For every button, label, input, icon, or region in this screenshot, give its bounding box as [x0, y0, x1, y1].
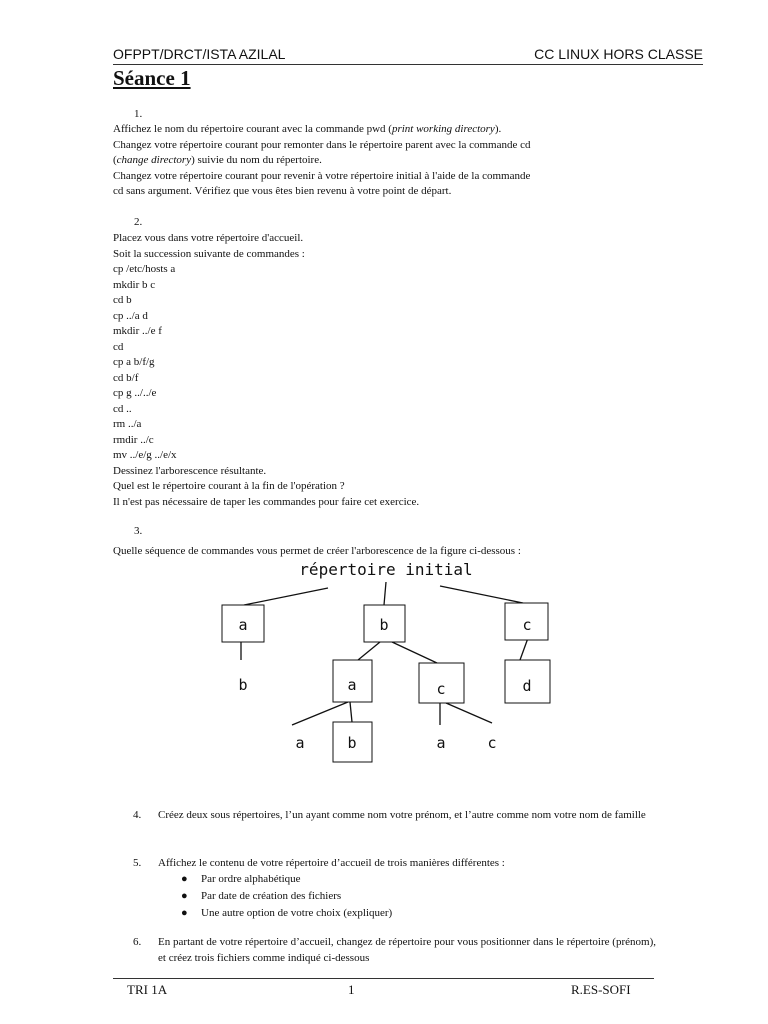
- edge-c-d: [520, 638, 528, 660]
- q2-line: Quel est le répertoire courant à la fin de l'opération ?: [113, 480, 345, 492]
- q2-command: rm ../a: [113, 418, 142, 430]
- q2-command: cp /etc/hosts a: [113, 263, 176, 275]
- q2-command: cp ../a d: [113, 309, 148, 322]
- tree-node-ba: a: [347, 676, 357, 694]
- q2-line: Soit la succession suivante de commandes :: [113, 247, 305, 260]
- q4-text: Créez deux sous répertoires, l’un ayant comme nom votre prénom, et l’autre comme nom votre nom de famille: [158, 809, 646, 821]
- q2-command: rmdir ../c: [113, 433, 154, 446]
- bullet-icon: ●: [181, 907, 188, 919]
- list-item: [181, 871, 392, 888]
- tree-node-c: c: [522, 616, 532, 634]
- list-item-text: Par ordre alphabétique: [201, 873, 301, 885]
- header-left: OFPPT/DRCT/ISTA AZILAL: [113, 46, 286, 62]
- q1-line1-a: Affichez le nom du répertoire courant avec la commande pwd (: [113, 123, 392, 135]
- tree-node-bc: c: [436, 680, 446, 698]
- list-item: [181, 905, 392, 922]
- q2-command: cp g ../../e: [113, 387, 157, 399]
- tree-leaf-ba-a: a: [295, 734, 305, 752]
- tree-edges: [241, 582, 528, 725]
- q1-line4: Changez votre répertoire courant pour revenir à votre répertoire initial à l'aide de la commande: [113, 169, 531, 182]
- q1-line3-b: change directory: [116, 154, 192, 166]
- q2-line: Placez vous dans votre répertoire d'accueil.: [113, 232, 304, 244]
- edge-root-b: [384, 582, 386, 605]
- edge-bc-c: [446, 703, 492, 723]
- q5-bullet-list: [181, 871, 392, 922]
- q2-command: cd: [113, 340, 124, 353]
- tree-leaf-bc-a: a: [436, 734, 446, 752]
- tree-node-bab: b: [347, 734, 357, 752]
- tree-leaf-bc-c: c: [487, 734, 497, 752]
- edge-ba-b: [350, 702, 352, 722]
- q2-command: mv ../e/g ../e/x: [113, 449, 177, 461]
- q2-line: Il n'est pas nécessaire de taper les commandes pour faire cet exercice.: [113, 495, 420, 508]
- edge-root-a: [244, 588, 328, 605]
- edge-root-c: [440, 586, 523, 603]
- q2-command: cd ..: [113, 402, 132, 415]
- q2-command: cd b: [113, 294, 132, 306]
- q5-text: Affichez le contenu de votre répertoire d’accueil de trois manières différentes :: [158, 857, 505, 869]
- list-item-text: Une autre option de votre choix (expliquer): [201, 907, 393, 919]
- q1-line3-a: (: [113, 154, 117, 166]
- q1-line1-c: ).: [494, 123, 502, 135]
- tree-node-b: b: [379, 616, 389, 634]
- q2-command: mkdir b c: [113, 278, 156, 291]
- edge-b-a: [358, 642, 380, 660]
- bullet-icon: ●: [181, 873, 188, 885]
- header-right: CC LINUX HORS CLASSE: [534, 46, 703, 62]
- page-number: 1: [348, 982, 355, 997]
- edge-b-c: [392, 642, 437, 663]
- list-item-text: Par date de création des fichiers: [201, 890, 342, 902]
- q1-number: 1.: [134, 108, 143, 120]
- q3-text: Quelle séquence de commandes vous permet de créer l'arborescence de la figure ci-dessous :: [113, 545, 521, 557]
- q2-line: Dessinez l'arborescence résultante.: [113, 464, 267, 477]
- q1-line3-c: ) suivie du nom du répertoire.: [191, 154, 322, 166]
- q3-number: 3.: [134, 525, 143, 537]
- q2-number: 2.: [134, 216, 143, 228]
- footer-divider: [113, 978, 654, 979]
- q2-command: cd b/f: [113, 371, 139, 384]
- q1-line5: cd sans argument. Vérifiez que vous êtes bien revenu à votre point de départ.: [113, 185, 452, 197]
- q2-command: cp a b/f/g: [113, 356, 155, 368]
- tree-node-cd: d: [522, 677, 532, 695]
- footer-left: TRI 1A: [127, 982, 168, 997]
- q5-number: 5.: [133, 857, 142, 869]
- q6-number: 6.: [133, 936, 142, 948]
- bullet-icon: ●: [181, 890, 188, 902]
- q1-line2: Changez votre répertoire courant pour remonter dans le répertoire parent avec la commande cd: [113, 138, 531, 151]
- page-title: Séance 1: [113, 66, 191, 90]
- tree-node-a: a: [238, 616, 248, 634]
- tree-root-label: répertoire initial: [299, 560, 473, 579]
- q1-line1-b: print working directory: [391, 123, 495, 135]
- tree-leaf-a-b: b: [238, 676, 248, 694]
- q2-command: mkdir ../e f: [113, 325, 162, 337]
- footer-right: R.ES-SOFI: [571, 982, 631, 997]
- list-item: [181, 888, 392, 905]
- q6-text: En partant de votre répertoire d’accueil, changez de répertoire pour vous positionner dans le répertoire (prénom), et créez trois fichiers comme indiqué ci-dessous: [158, 936, 656, 964]
- q4-number: 4.: [133, 809, 142, 821]
